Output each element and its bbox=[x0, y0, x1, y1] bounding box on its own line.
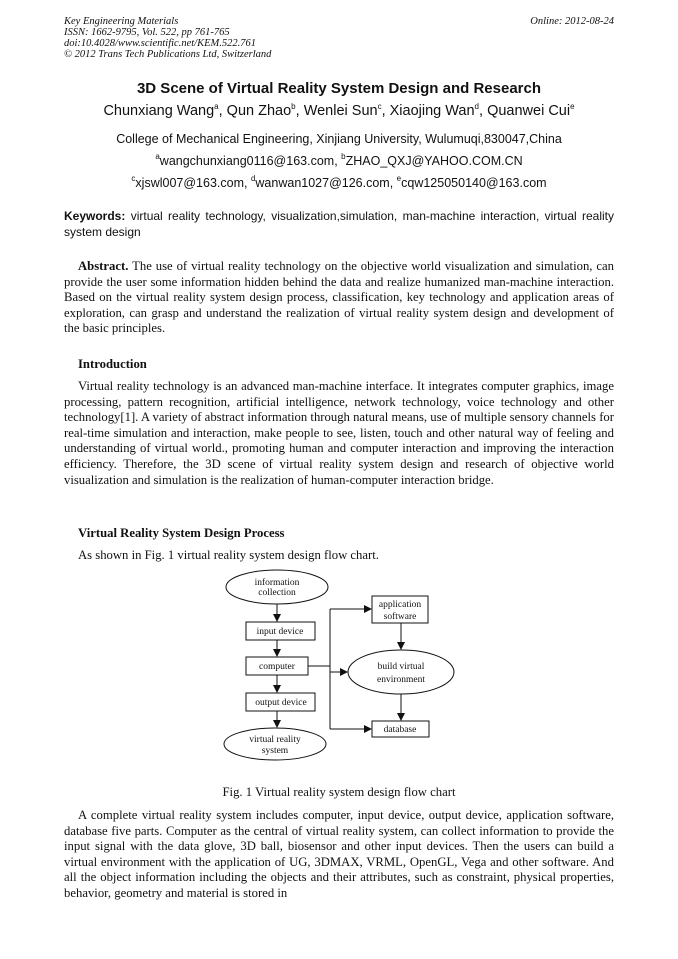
email-sup: c bbox=[131, 174, 136, 183]
email[interactable]: cqw125050140@163.com bbox=[401, 176, 547, 190]
build-environment-label: environment bbox=[376, 675, 426, 685]
email-sup: e bbox=[396, 174, 402, 183]
email-sup: d bbox=[250, 174, 256, 183]
author-sup: d bbox=[474, 102, 479, 111]
email-sup: a bbox=[155, 152, 160, 161]
input-device-label: input device bbox=[256, 627, 304, 637]
author-sup: c bbox=[377, 102, 382, 111]
info-collection-label: collection bbox=[258, 588, 296, 598]
copyright-line: © 2012 Trans Tech Publications Ltd, Switzerland bbox=[64, 49, 272, 60]
application-software-label: application bbox=[378, 600, 422, 610]
email[interactable]: ZHAO_QXJ@YAHOO.COM.CN bbox=[345, 154, 523, 168]
vr-system-label: system bbox=[261, 746, 289, 756]
email-line-1: $^a$wangchunxiang0116@163.com, $^b$ZHAO_QXJ@YAHOO.COM.CN bbox=[155, 152, 523, 168]
abstract-label: Abstract. bbox=[78, 259, 129, 273]
output-device-label: output device bbox=[255, 698, 307, 708]
author-list: Chunxiang Wang$^a$, Qun Zhao$^b$, Wenlei Sun$^c$, Xiaojing Wan$^d$, Quanwei Cui$^e$ bbox=[103, 102, 575, 119]
figure-caption: Fig. 1 Virtual reality system design flow chart bbox=[222, 785, 456, 799]
doi-line: doi:10.4028/www.scientific.net/KEM.522.761 bbox=[64, 38, 256, 49]
vr-system-label: virtual reality bbox=[249, 735, 301, 745]
info-collection-label: information bbox=[254, 578, 300, 588]
affiliation: College of Mechanical Engineering, Xinjiang University, Wulumuqi,830047,China bbox=[116, 132, 562, 146]
author-name: Wenlei Sun bbox=[303, 103, 378, 119]
computer-label: computer bbox=[259, 662, 295, 672]
keywords-label: Keywords: bbox=[64, 209, 126, 223]
email-sup: b bbox=[341, 152, 346, 161]
email[interactable]: wangchunxiang0116@163.com bbox=[159, 154, 335, 168]
build-environment-node bbox=[348, 650, 454, 694]
paper-title: 3D Scene of Virtual Reality System Design and Research bbox=[136, 80, 542, 97]
keywords-text: virtual reality technology, visualization,simulation, man-machine interaction, virtual reality system design bbox=[64, 209, 614, 239]
section-heading-design-process: Virtual Reality System Design Process bbox=[78, 526, 285, 540]
section-heading-introduction: Introduction bbox=[78, 357, 147, 371]
email-line-2: $^c$xjswl007@163.com, $^d$wanwan1027@126.com, $^e$cqw125050140@163.com bbox=[131, 174, 547, 190]
email[interactable]: wanwan1027@126.com bbox=[255, 176, 390, 190]
database-label: database bbox=[383, 725, 417, 735]
body-text: A complete virtual reality system includes computer, input device, output device, application software, database five parts. Computer as the central of virtual reality system, can collect information to provide the input signal with the data glove, 3D ball, biosensor and other input devices. Then the users can build a virtual environment with the application of UG, 3DMAX, VRML, OpenGL, Vega and other software. And all the object information including the objects and their attributes, such as constraint, physical properties, behavior, geometry and material is stored in bbox=[64, 808, 614, 900]
author-name: Xiaojing Wan bbox=[389, 103, 475, 119]
online-date: Online: 2012-08-24 bbox=[530, 16, 614, 27]
email[interactable]: xjswl007@163.com bbox=[135, 176, 244, 190]
author-name: Quanwei Cui bbox=[487, 103, 571, 119]
abstract-text: The use of virtual reality technology on the objective world visualization and simulation, can provide the user some information hidden behind the data and realize humanized man-machine interaction. Based on the virtual reality system design process, classification, key technology and application areas of exploration, can grasp and understand the realization of virtual reality system design and development of the basic principles. bbox=[64, 259, 614, 336]
journal-name: Key Engineering Materials bbox=[64, 16, 179, 27]
author-name: Qun Zhao bbox=[226, 103, 292, 119]
author-sup: e bbox=[570, 102, 575, 111]
design-intro-text: As shown in Fig. 1 virtual reality system design flow chart. bbox=[78, 548, 379, 562]
author-sup: b bbox=[291, 102, 296, 111]
issn-line: ISSN: 1662-9795, Vol. 522, pp 761-765 bbox=[64, 27, 230, 38]
application-software-label: software bbox=[383, 612, 417, 622]
introduction-text: Virtual reality technology is an advanced man-machine interface. It integrates computer graphics, image processing, pattern recognition, artificial intelligence, network technology, voice technology and other technology[1]. A variety of abstract information through natural means, use of multiple sensory channels for real-time simulation and interaction, make people to see, listen, touch and other natural way of feeling and understanding of virtual world., promoting human and computer interaction and improving the interaction efficiency. Therefore, the 3D scene of virtual reality system design and research of objective world visualization and simulation is the realization of human-computer interaction bridge. bbox=[64, 379, 614, 487]
author-sup: a bbox=[214, 102, 219, 111]
author-name: Chunxiang Wang bbox=[103, 103, 215, 119]
build-environment-label: build virtual bbox=[377, 662, 425, 672]
